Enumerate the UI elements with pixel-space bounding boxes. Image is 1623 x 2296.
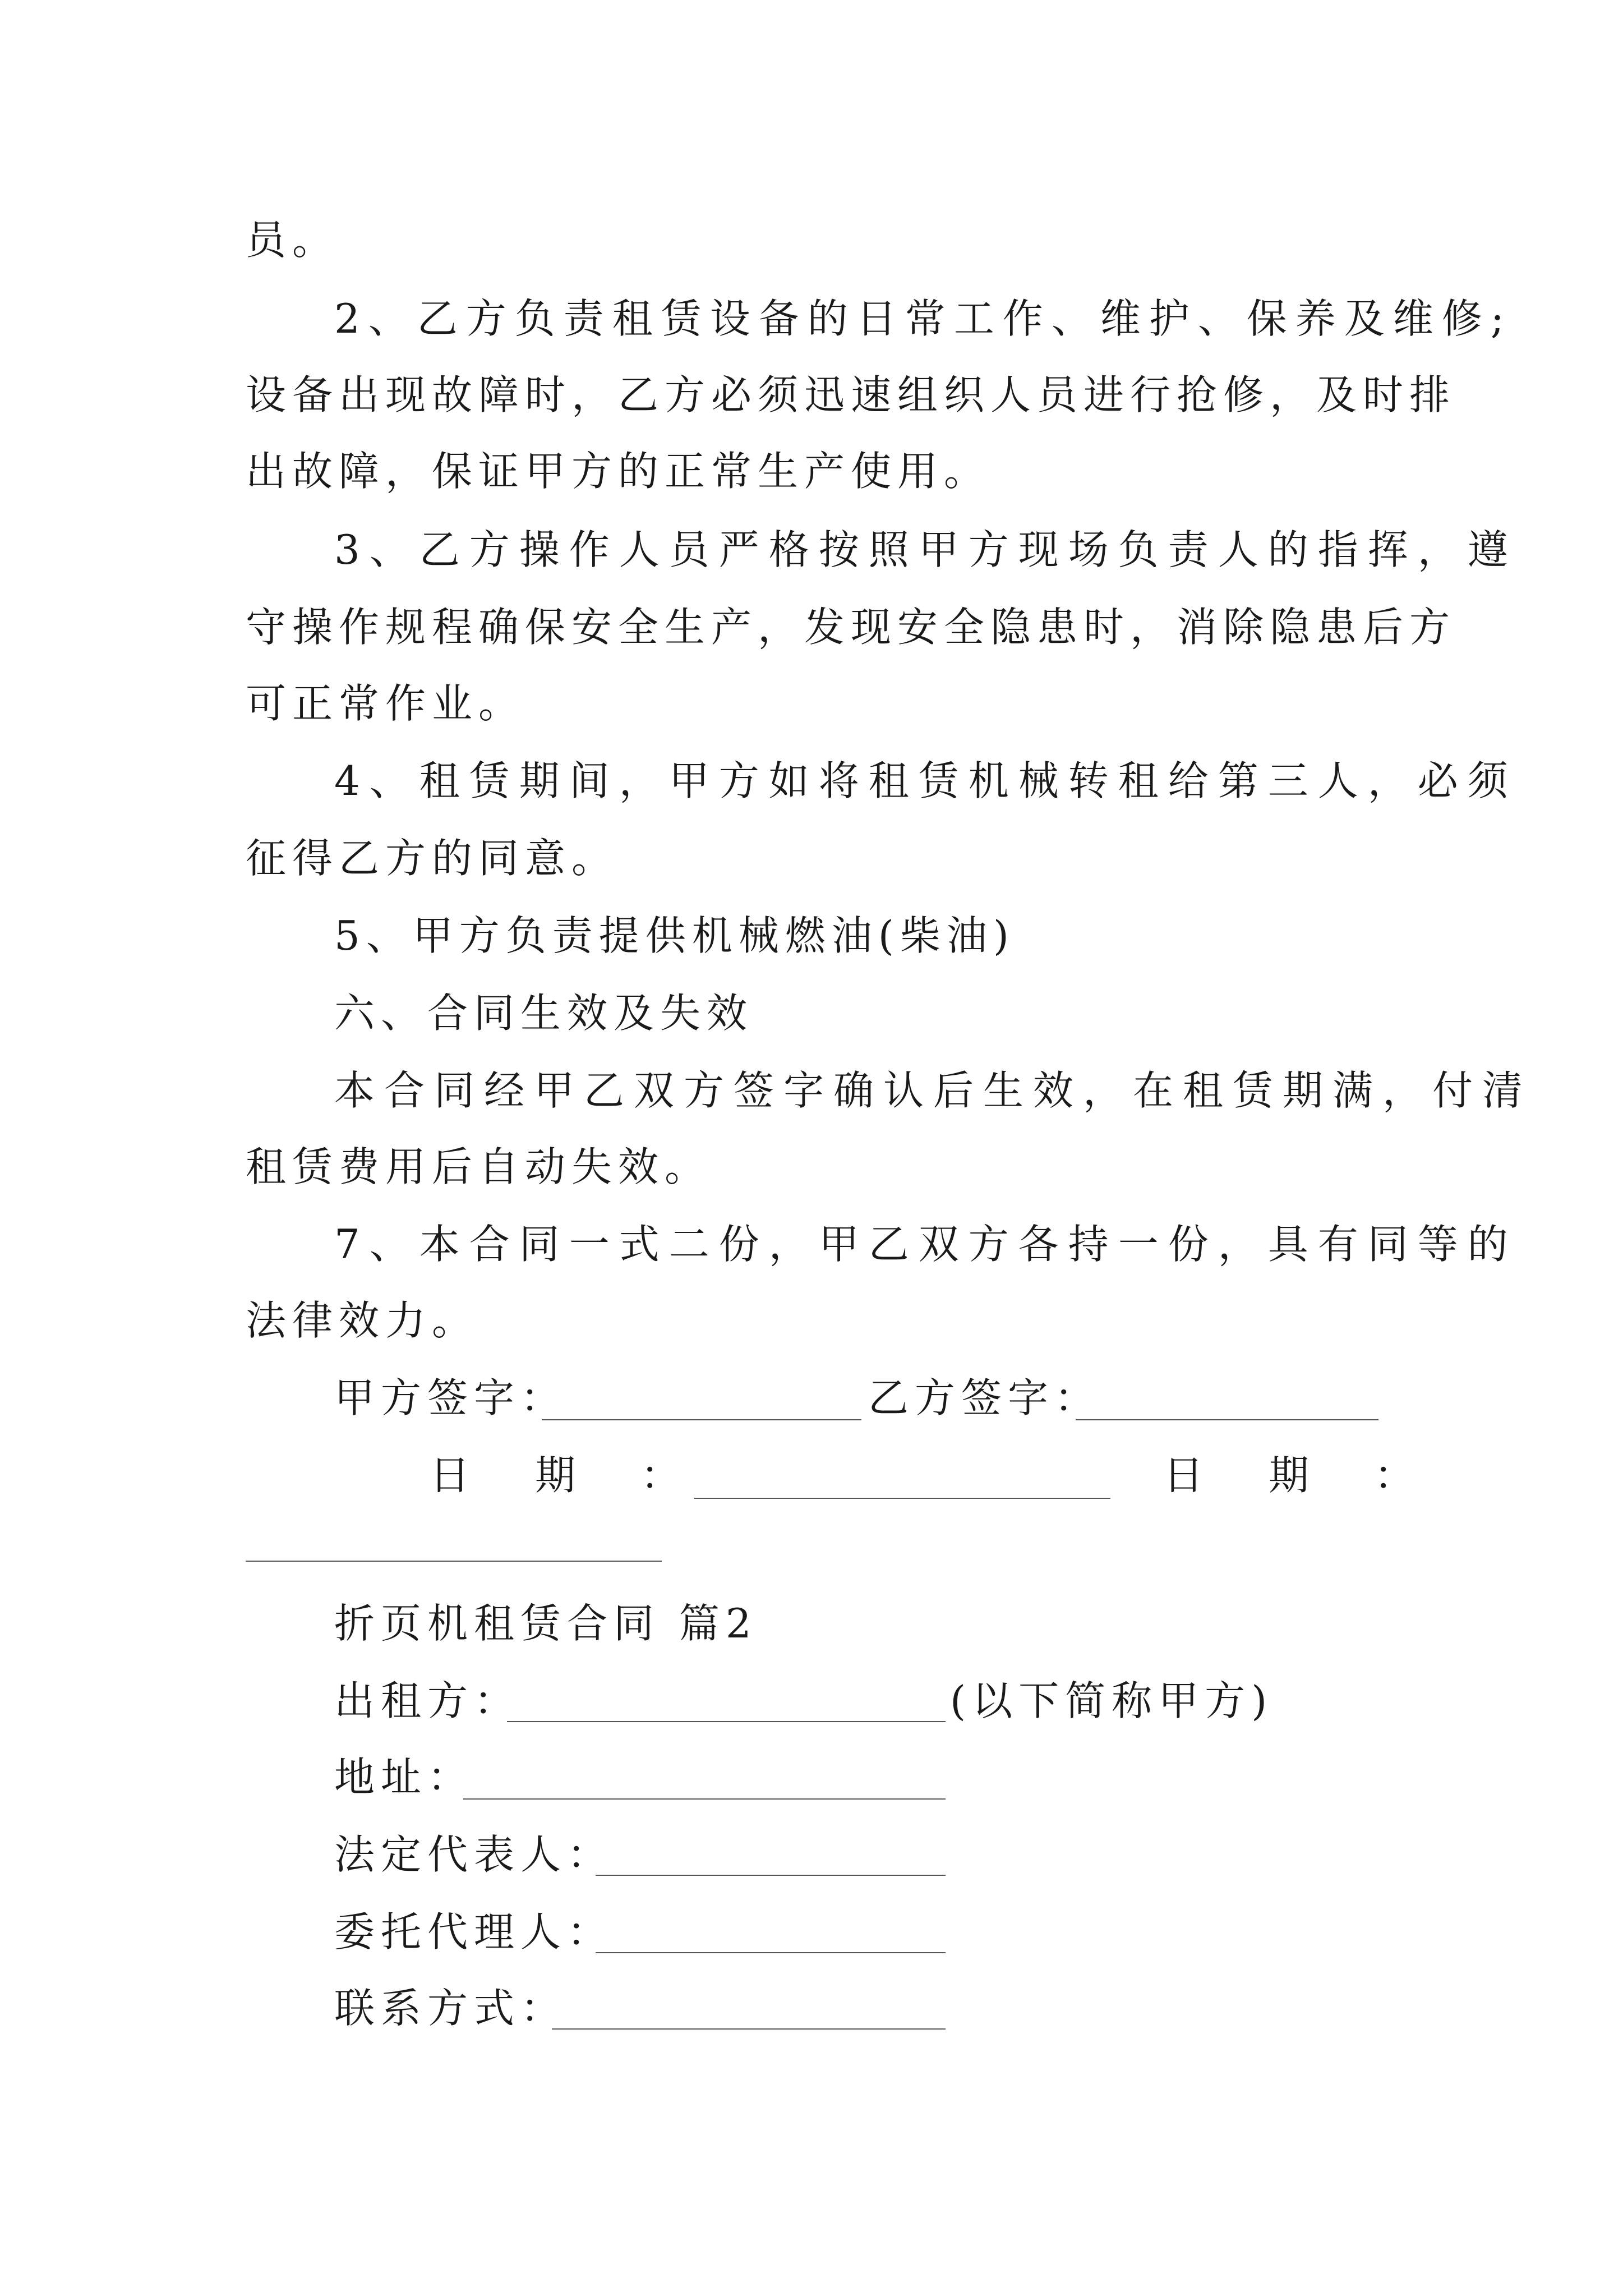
party-a-date-blank — [694, 1498, 1110, 1499]
section-heading: 六、合同生效及失效 — [334, 990, 754, 1037]
party-b-signature-label: 乙方签字： — [868, 1374, 1101, 1421]
address-blank — [463, 1798, 946, 1800]
paragraph-line: 可正常作业。 — [246, 680, 525, 727]
paragraph-line: 2、乙方负责租赁设备的日常工作、维护、保养及维修; — [334, 295, 1513, 342]
paragraph-line: 3、乙方操作人员严格按照甲方现场负责人的指挥，遵 — [334, 526, 1518, 573]
address-label: 地址： — [334, 1754, 474, 1801]
party-b-date-label: 日 期 ： — [1163, 1452, 1427, 1499]
contact-label: 联系方式： — [334, 1985, 568, 2032]
paragraph-line: 4、租赁期间，甲方如将租赁机械转租给第三人，必须 — [334, 757, 1518, 804]
lessor-suffix: (以下简称甲方) — [950, 1677, 1274, 1724]
paragraph-line: 5、甲方负责提供机械燃油(柴油) — [334, 912, 1015, 959]
party-a-date-label: 日 期 ： — [430, 1452, 694, 1499]
paragraph-line: 7、本合同一式二份，甲乙双方各持一份，具有同等的 — [334, 1221, 1518, 1268]
party-b-date-continuation-blank — [246, 1561, 662, 1562]
agent-label: 委托代理人： — [334, 1908, 614, 1955]
party-b-signature-blank — [1076, 1419, 1378, 1420]
agent-blank — [596, 1952, 946, 1953]
party-a-signature-blank — [542, 1419, 861, 1420]
paragraph-line: 租赁费用后自动失效。 — [246, 1143, 712, 1190]
contract-heading: 折页机租赁合同 篇2 — [334, 1600, 758, 1647]
lessor-label: 出租方： — [334, 1677, 521, 1724]
paragraph-line: 员。 — [246, 217, 339, 264]
paragraph-line: 守操作规程确保安全生产，发现安全隐患时，消除隐患后方 — [246, 604, 1456, 651]
paragraph-line: 设备出现故障时，乙方必须迅速组织人员进行抢修，及时排 — [246, 371, 1456, 418]
legal-representative-label: 法定代表人： — [334, 1831, 614, 1878]
lessor-blank — [507, 1721, 946, 1722]
paragraph-line: 出故障，保证甲方的正常生产使用。 — [246, 448, 991, 495]
paragraph-line: 征得乙方的同意。 — [246, 835, 619, 882]
party-a-signature-label: 甲方签字： — [334, 1374, 568, 1421]
legal-representative-blank — [596, 1875, 946, 1876]
contact-blank — [552, 2028, 946, 2030]
paragraph-line: 本合同经甲乙双方签字确认后生效，在租赁期满，付清 — [334, 1067, 1533, 1114]
paragraph-line: 法律效力。 — [246, 1297, 479, 1344]
